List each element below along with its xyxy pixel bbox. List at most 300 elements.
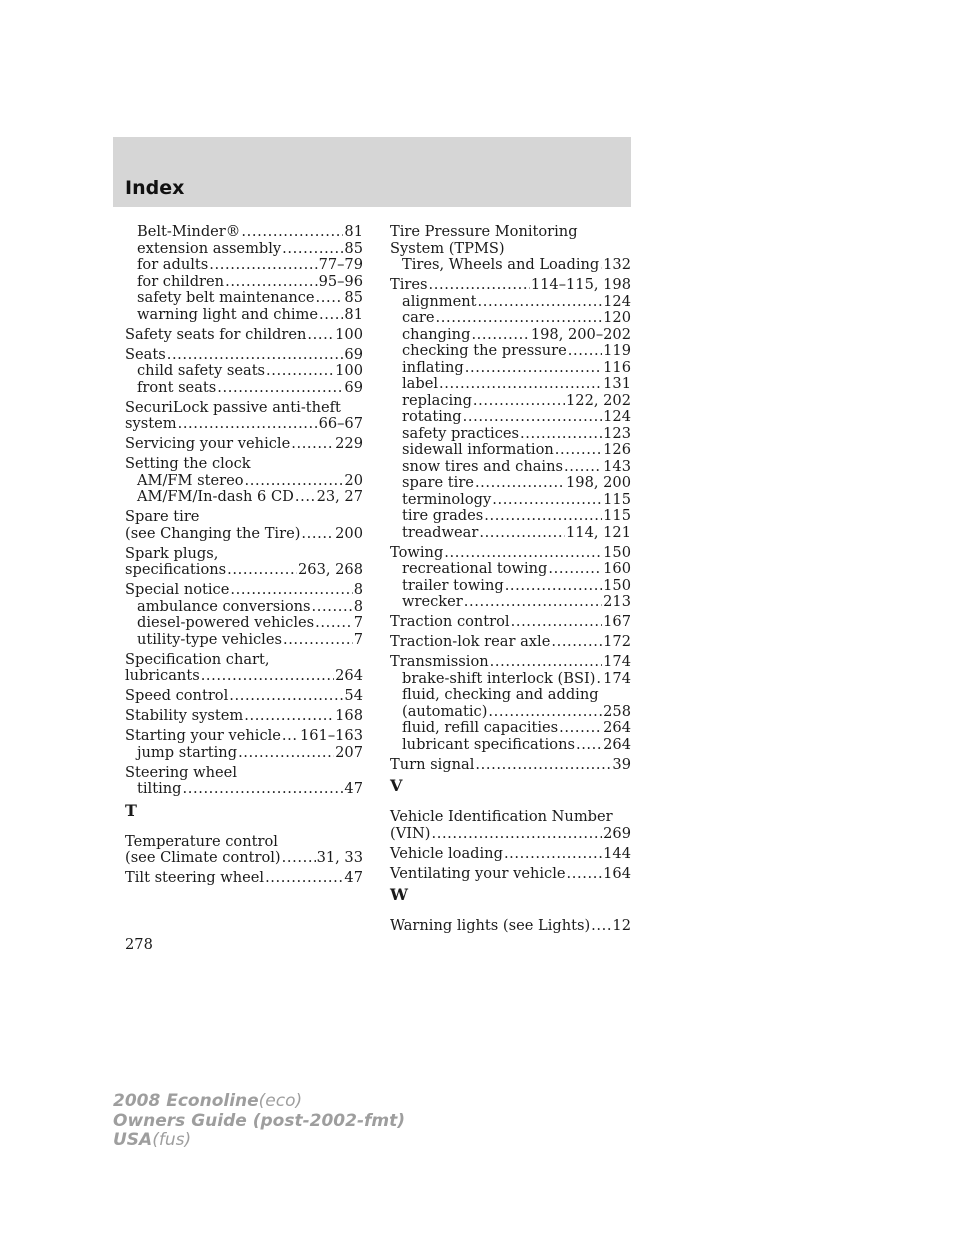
- entry-term: Special notice: [125, 581, 230, 598]
- index-subentry-line: [125, 632, 363, 649]
- index-entry-line: [390, 654, 631, 671]
- entry-term: for children: [137, 272, 225, 290]
- dot-leader: [217, 380, 343, 397]
- entry-term: specifications: [125, 561, 227, 578]
- entry-term: for adults: [137, 256, 209, 273]
- entry-term: Starting your vehicle: [125, 727, 281, 744]
- index-entry-line: [125, 436, 363, 453]
- section-letter: W: [390, 885, 408, 904]
- entry-term: utility-type vehicles: [137, 630, 282, 648]
- index-entry: [390, 654, 631, 753]
- index-entry-line: [125, 327, 363, 344]
- entry-page-ref: 20: [344, 471, 363, 489]
- entry-term: Ventilating your vehicle: [390, 864, 566, 882]
- entry-page-ref: 124: [603, 292, 631, 310]
- dot-leader: [505, 578, 602, 595]
- index-entry: [390, 757, 631, 774]
- dot-leader: [465, 360, 602, 377]
- dot-leader: [567, 866, 603, 883]
- index-subentry-line: [125, 745, 363, 762]
- index-subentry-line: [390, 257, 631, 274]
- footer-line-1: 2008 Econoline(eco): [113, 1091, 303, 1111]
- entry-term: checking the pressure: [402, 342, 567, 359]
- entry-page-ref: 161–163: [299, 727, 363, 744]
- entry-page-ref: 126: [603, 441, 631, 458]
- index-entry: [125, 708, 363, 725]
- index-entry: [125, 688, 363, 705]
- dot-leader: [266, 363, 334, 380]
- index-subentry-line: [390, 442, 631, 459]
- entry-page-ref: 116: [603, 358, 631, 376]
- index-column-right: [390, 224, 631, 938]
- entry-page-ref: 47: [344, 869, 363, 886]
- entry-term: Safety seats for children: [125, 325, 307, 343]
- index-subentry-line: [390, 720, 631, 737]
- entry-page-ref: 160: [603, 560, 631, 577]
- entry-page-ref: 115: [603, 490, 631, 508]
- entry-term: Seats: [125, 345, 166, 363]
- dot-leader: [178, 416, 318, 433]
- entry-term: (VIN): [390, 824, 431, 842]
- entry-page-ref: 150: [603, 576, 631, 594]
- entry-page-ref: 95–96: [318, 272, 363, 290]
- index-subentry-line: [125, 257, 363, 274]
- entry-term: tilting: [137, 780, 182, 797]
- dot-leader: [301, 526, 334, 543]
- entry-page-ref: 66–67: [318, 415, 363, 432]
- index-entry-line: [390, 614, 631, 631]
- dot-leader: [295, 489, 316, 506]
- entry-term: tire grades: [402, 507, 484, 524]
- entry-term: child safety seats: [137, 362, 266, 379]
- dot-leader: [319, 307, 343, 324]
- entry-term: Belt-Minder®: [137, 223, 241, 240]
- entry-term: replacing: [402, 391, 472, 409]
- dot-leader: [282, 241, 343, 258]
- entry-term: spare tire: [402, 474, 474, 491]
- index-entry-line: [390, 224, 631, 241]
- entry-term: rotating: [402, 408, 462, 425]
- entry-term: jump starting: [137, 743, 238, 761]
- index-entry: [390, 224, 631, 274]
- index-entry: [125, 347, 363, 397]
- index-subentry-line: [390, 594, 631, 611]
- entry-page-ref: 200: [335, 524, 363, 542]
- dot-leader: [591, 918, 611, 935]
- dot-leader: [475, 757, 611, 774]
- index-subentry-line: [390, 671, 631, 688]
- entry-term: lubricant specifications: [402, 735, 575, 753]
- entry-term: sidewall information: [402, 441, 554, 458]
- dot-leader: [555, 442, 602, 459]
- index-subentry-line: [390, 561, 631, 578]
- dot-leader: [463, 409, 603, 426]
- index-subentry-line: [125, 224, 363, 241]
- entry-term: snow tires and chains: [402, 457, 563, 475]
- entry-term: AM/FM/In-dash 6 CD: [137, 488, 294, 505]
- entry-page-ref: 172: [603, 633, 631, 650]
- index-subentry-line: [390, 393, 631, 410]
- index-entry: [125, 456, 363, 506]
- entry-term: Vehicle Identification Number: [390, 808, 613, 825]
- entry-page-ref: 198, 200: [566, 474, 631, 491]
- entry-page-ref: 150: [603, 543, 631, 561]
- index-subentry-line: [125, 274, 363, 291]
- index-entry: [125, 509, 363, 542]
- entry-page-ref: 167: [603, 613, 631, 630]
- index-entry: [125, 436, 363, 453]
- dot-leader: [316, 290, 344, 307]
- dot-leader: [548, 561, 602, 578]
- footer-line-2: Owners Guide (post-2002-fmt): [113, 1110, 406, 1131]
- index-entry-line: [390, 634, 631, 651]
- page-number: 278: [125, 936, 153, 953]
- entry-term: System (TPMS): [390, 239, 505, 257]
- entry-page-ref: 8: [353, 597, 363, 615]
- entry-term: Traction control: [390, 613, 510, 630]
- dot-leader: [312, 599, 353, 616]
- index-subentry-line: [125, 380, 363, 397]
- entry-page-ref: 31, 33: [316, 849, 363, 866]
- index-entry: [125, 400, 363, 433]
- index-entry: [125, 870, 363, 887]
- index-entry-line: [125, 400, 363, 417]
- index-entry-line: [390, 866, 631, 883]
- index-subentry-line: [390, 492, 631, 509]
- entry-term: AM/FM stereo: [137, 471, 244, 489]
- index-entry-line: [125, 509, 363, 526]
- entry-term: Tires: [390, 276, 428, 293]
- index-entry: [125, 546, 363, 579]
- dot-leader: [484, 508, 602, 525]
- index-entry-line: [125, 347, 363, 364]
- index-entry-line: [390, 757, 631, 774]
- entry-page-ref: 264: [603, 735, 631, 753]
- entry-page-ref: 132: [603, 256, 631, 273]
- entry-term: Tire Pressure Monitoring: [390, 223, 578, 240]
- dot-leader: [182, 781, 343, 798]
- entry-page-ref: 120: [603, 309, 631, 326]
- index-subentry-line: [390, 327, 631, 344]
- index-subentry-line: [125, 307, 363, 324]
- index-subentry-line: [390, 360, 631, 377]
- entry-page-ref: 144: [603, 844, 631, 862]
- index-entry-line: [390, 809, 631, 826]
- entry-page-ref: 264: [335, 667, 363, 684]
- entry-term: Transmission: [390, 653, 489, 670]
- index-entry: [125, 652, 363, 685]
- dot-leader: [471, 327, 529, 344]
- section-letter: T: [125, 800, 137, 820]
- entry-page-ref: 69: [344, 378, 363, 396]
- entry-term: diesel-powered vehicles: [137, 614, 315, 631]
- index-subentry-line: [390, 310, 631, 327]
- entry-term: changing: [402, 325, 471, 343]
- entry-term: safety belt maintenance: [137, 289, 315, 306]
- index-entry-line: [390, 846, 631, 863]
- index-entry-line: [125, 708, 363, 725]
- index-entry-line: [125, 582, 363, 599]
- index-subentry-line: [390, 737, 631, 754]
- dot-leader: [492, 492, 602, 509]
- entry-page-ref: 8: [353, 581, 363, 598]
- index-entry-line: [125, 526, 363, 543]
- entry-page-ref: 174: [603, 653, 631, 670]
- entry-term: Vehicle loading: [390, 844, 503, 862]
- dot-leader: [229, 688, 343, 705]
- dot-leader: [436, 310, 603, 327]
- dot-leader: [576, 737, 602, 754]
- dot-leader: [238, 745, 334, 762]
- dot-leader: [551, 634, 602, 651]
- entry-term: brake-shift interlock (BSI): [402, 669, 596, 687]
- index-entry: [390, 634, 631, 651]
- index-subentry-line: [390, 508, 631, 525]
- entry-term: terminology: [402, 490, 492, 508]
- index-entry: [390, 809, 631, 842]
- dot-leader: [283, 632, 353, 649]
- entry-term: wrecker: [402, 593, 463, 610]
- entry-page-ref: 77–79: [318, 256, 363, 273]
- entry-term: (automatic): [402, 702, 488, 720]
- document-footer: [113, 1092, 405, 1151]
- entry-term: alignment: [402, 292, 477, 310]
- entry-page-ref: 54: [344, 687, 363, 704]
- index-subentry-line: [390, 426, 631, 443]
- dot-leader: [478, 294, 603, 311]
- entry-page-ref: 100: [335, 362, 363, 379]
- entry-term: Specification chart,: [125, 650, 270, 668]
- index-subentry-line: [390, 687, 631, 704]
- index-entry-line: [125, 850, 363, 867]
- entry-page-ref: 124: [603, 408, 631, 425]
- entry-page-ref: 119: [603, 342, 631, 359]
- dot-leader: [568, 343, 602, 360]
- entry-term: Warning lights (see Lights): [390, 917, 591, 934]
- page-title: Index: [125, 177, 185, 199]
- entry-page-ref: 23, 27: [316, 488, 363, 505]
- entry-term: fluid, refill capacities: [402, 719, 559, 736]
- dot-leader: [511, 614, 603, 631]
- dot-leader: [520, 426, 602, 443]
- dot-leader: [201, 668, 334, 685]
- dot-leader: [282, 728, 299, 745]
- entry-term: Turn signal: [390, 755, 475, 773]
- index-subentry-line: [390, 343, 631, 360]
- entry-page-ref: 143: [603, 457, 631, 475]
- dot-leader: [490, 654, 603, 671]
- entry-page-ref: 207: [335, 743, 363, 761]
- entry-page-ref: 264: [603, 719, 631, 736]
- index-subentry-line: [125, 241, 363, 258]
- index-entry-line: [390, 241, 631, 258]
- dot-leader: [444, 545, 602, 562]
- entry-page-ref: 12: [612, 917, 631, 934]
- index-entry-line: [125, 765, 363, 782]
- entry-term: system: [125, 415, 177, 432]
- entry-term: Servicing your vehicle: [125, 435, 291, 452]
- entry-page-ref: 229: [335, 435, 363, 452]
- index-entry: [390, 545, 631, 611]
- entry-term: Spark plugs,: [125, 544, 219, 562]
- entry-term: Speed control: [125, 687, 229, 704]
- dot-leader: [479, 525, 565, 542]
- dot-leader: [315, 615, 353, 632]
- index-subentry-line: [125, 599, 363, 616]
- entry-term: front seats: [137, 378, 217, 396]
- header-band: [113, 137, 631, 207]
- dot-leader: [504, 846, 602, 863]
- dot-leader: [291, 436, 334, 453]
- entry-term: label: [402, 375, 439, 392]
- index-entry: [390, 614, 631, 631]
- dot-leader: [431, 826, 602, 843]
- index-subentry-line: [390, 578, 631, 595]
- index-subentry-line: [125, 363, 363, 380]
- entry-page-ref: 122, 202: [566, 391, 631, 409]
- index-subentry-line: [390, 409, 631, 426]
- entry-term: trailer towing: [402, 576, 504, 594]
- dot-leader: [596, 671, 602, 688]
- entry-page-ref: 164: [603, 864, 631, 882]
- index-entry: [390, 846, 631, 863]
- index-entry-line: [125, 870, 363, 887]
- entry-term: treadwear: [402, 523, 479, 541]
- index-subentry-line: [390, 704, 631, 721]
- entry-page-ref: 85: [344, 289, 363, 306]
- entry-page-ref: 81: [344, 305, 363, 323]
- entry-page-ref: 39: [612, 755, 631, 773]
- entry-term: Tires, Wheels and Loading: [402, 256, 600, 273]
- index-subentry-line: [390, 475, 631, 492]
- index-entry-line: [390, 545, 631, 562]
- index-entry: [125, 834, 363, 867]
- index-subentry-line: [125, 473, 363, 490]
- entry-term: Towing: [390, 543, 444, 561]
- entry-page-ref: 69: [344, 345, 363, 363]
- index-subentry-line: [390, 376, 631, 393]
- entry-term: SecuriLock passive anti-theft: [125, 398, 341, 416]
- entry-page-ref: 114, 121: [566, 523, 631, 541]
- index-entry: [125, 728, 363, 761]
- entry-page-ref: 114–115, 198: [530, 276, 631, 293]
- dot-leader: [307, 327, 334, 344]
- dot-leader: [225, 274, 317, 291]
- dot-leader: [230, 582, 352, 599]
- entry-term: Spare tire: [125, 508, 200, 525]
- entry-page-ref: 123: [603, 424, 631, 442]
- entry-term: (see Climate control): [125, 849, 281, 866]
- entry-term: ambulance conversions: [137, 597, 311, 615]
- entry-term: care: [402, 309, 435, 326]
- entry-page-ref: 258: [603, 702, 631, 720]
- dot-leader: [245, 473, 344, 490]
- dot-leader: [473, 393, 565, 410]
- entry-term: (see Changing the Tire): [125, 524, 301, 542]
- entry-term: Temperature control: [125, 832, 278, 850]
- index-entry: [125, 765, 363, 798]
- dot-leader: [241, 224, 343, 241]
- entry-page-ref: 115: [603, 507, 631, 524]
- index-entry-line: [125, 546, 363, 563]
- entry-page-ref: 100: [335, 325, 363, 343]
- entry-term: Tilt steering wheel: [125, 869, 265, 886]
- index-entry-line: [390, 277, 631, 294]
- index-subentry-line: [390, 525, 631, 542]
- index-entry: [125, 327, 363, 344]
- index-entry-line: [390, 918, 631, 935]
- dot-leader: [464, 594, 602, 611]
- dot-leader: [564, 459, 602, 476]
- index-entry-line: [125, 688, 363, 705]
- entry-page-ref: 7: [353, 630, 363, 648]
- entry-page-ref: 47: [344, 780, 363, 797]
- entry-page-ref: 263, 268: [298, 561, 363, 578]
- entry-page-ref: 85: [344, 239, 363, 257]
- entry-page-ref: 168: [335, 707, 363, 724]
- index-entry-line: [125, 416, 363, 433]
- index-entry: [125, 224, 363, 323]
- entry-term: Stability system: [125, 707, 244, 724]
- index-entry-line: [125, 668, 363, 685]
- index-entry-line: [125, 456, 363, 473]
- index-subentry-line: [390, 459, 631, 476]
- entry-term: Traction-lok rear axle: [390, 633, 551, 650]
- dot-leader: [439, 376, 602, 393]
- index-subentry-line: [125, 290, 363, 307]
- dot-leader: [167, 347, 344, 364]
- index-subentry-line: [125, 615, 363, 632]
- index-column-left: [125, 224, 363, 890]
- entry-page-ref: 269: [603, 824, 631, 842]
- index-entry-line: [125, 834, 363, 851]
- entry-term: Steering wheel: [125, 763, 237, 781]
- section-letter: V: [390, 776, 403, 795]
- entry-term: lubricants: [125, 667, 200, 684]
- dot-leader: [282, 850, 316, 867]
- entry-page-ref: 174: [603, 669, 631, 687]
- entry-page-ref: 81: [344, 223, 363, 240]
- index-subentry-line: [390, 294, 631, 311]
- index-subentry-line: [125, 781, 363, 798]
- dot-leader: [244, 708, 334, 725]
- index-entry: [390, 277, 631, 541]
- entry-page-ref: 7: [353, 614, 363, 631]
- dot-leader: [488, 704, 602, 721]
- entry-page-ref: 213: [603, 593, 631, 610]
- dot-leader: [600, 257, 602, 274]
- index-entry: [125, 582, 363, 648]
- index-subentry-line: [125, 489, 363, 506]
- footer-line-3: USA(fus): [113, 1130, 192, 1150]
- index-entry: [390, 918, 631, 935]
- dot-leader: [265, 870, 343, 887]
- dot-leader: [475, 475, 565, 492]
- dot-leader: [559, 720, 602, 737]
- index-entry: [390, 866, 631, 883]
- index-entry-line: [125, 562, 363, 579]
- entry-term: recreational towing: [402, 560, 548, 577]
- entry-term: extension assembly: [137, 239, 282, 257]
- entry-term: inflating: [402, 358, 464, 376]
- entry-term: Setting the clock: [125, 455, 251, 472]
- index-entry-line: [125, 728, 363, 745]
- dot-leader: [209, 257, 317, 274]
- index-entry-line: [125, 652, 363, 669]
- entry-term: warning light and chime: [137, 305, 318, 323]
- entry-page-ref: 131: [603, 375, 631, 392]
- entry-term: safety practices: [402, 424, 519, 442]
